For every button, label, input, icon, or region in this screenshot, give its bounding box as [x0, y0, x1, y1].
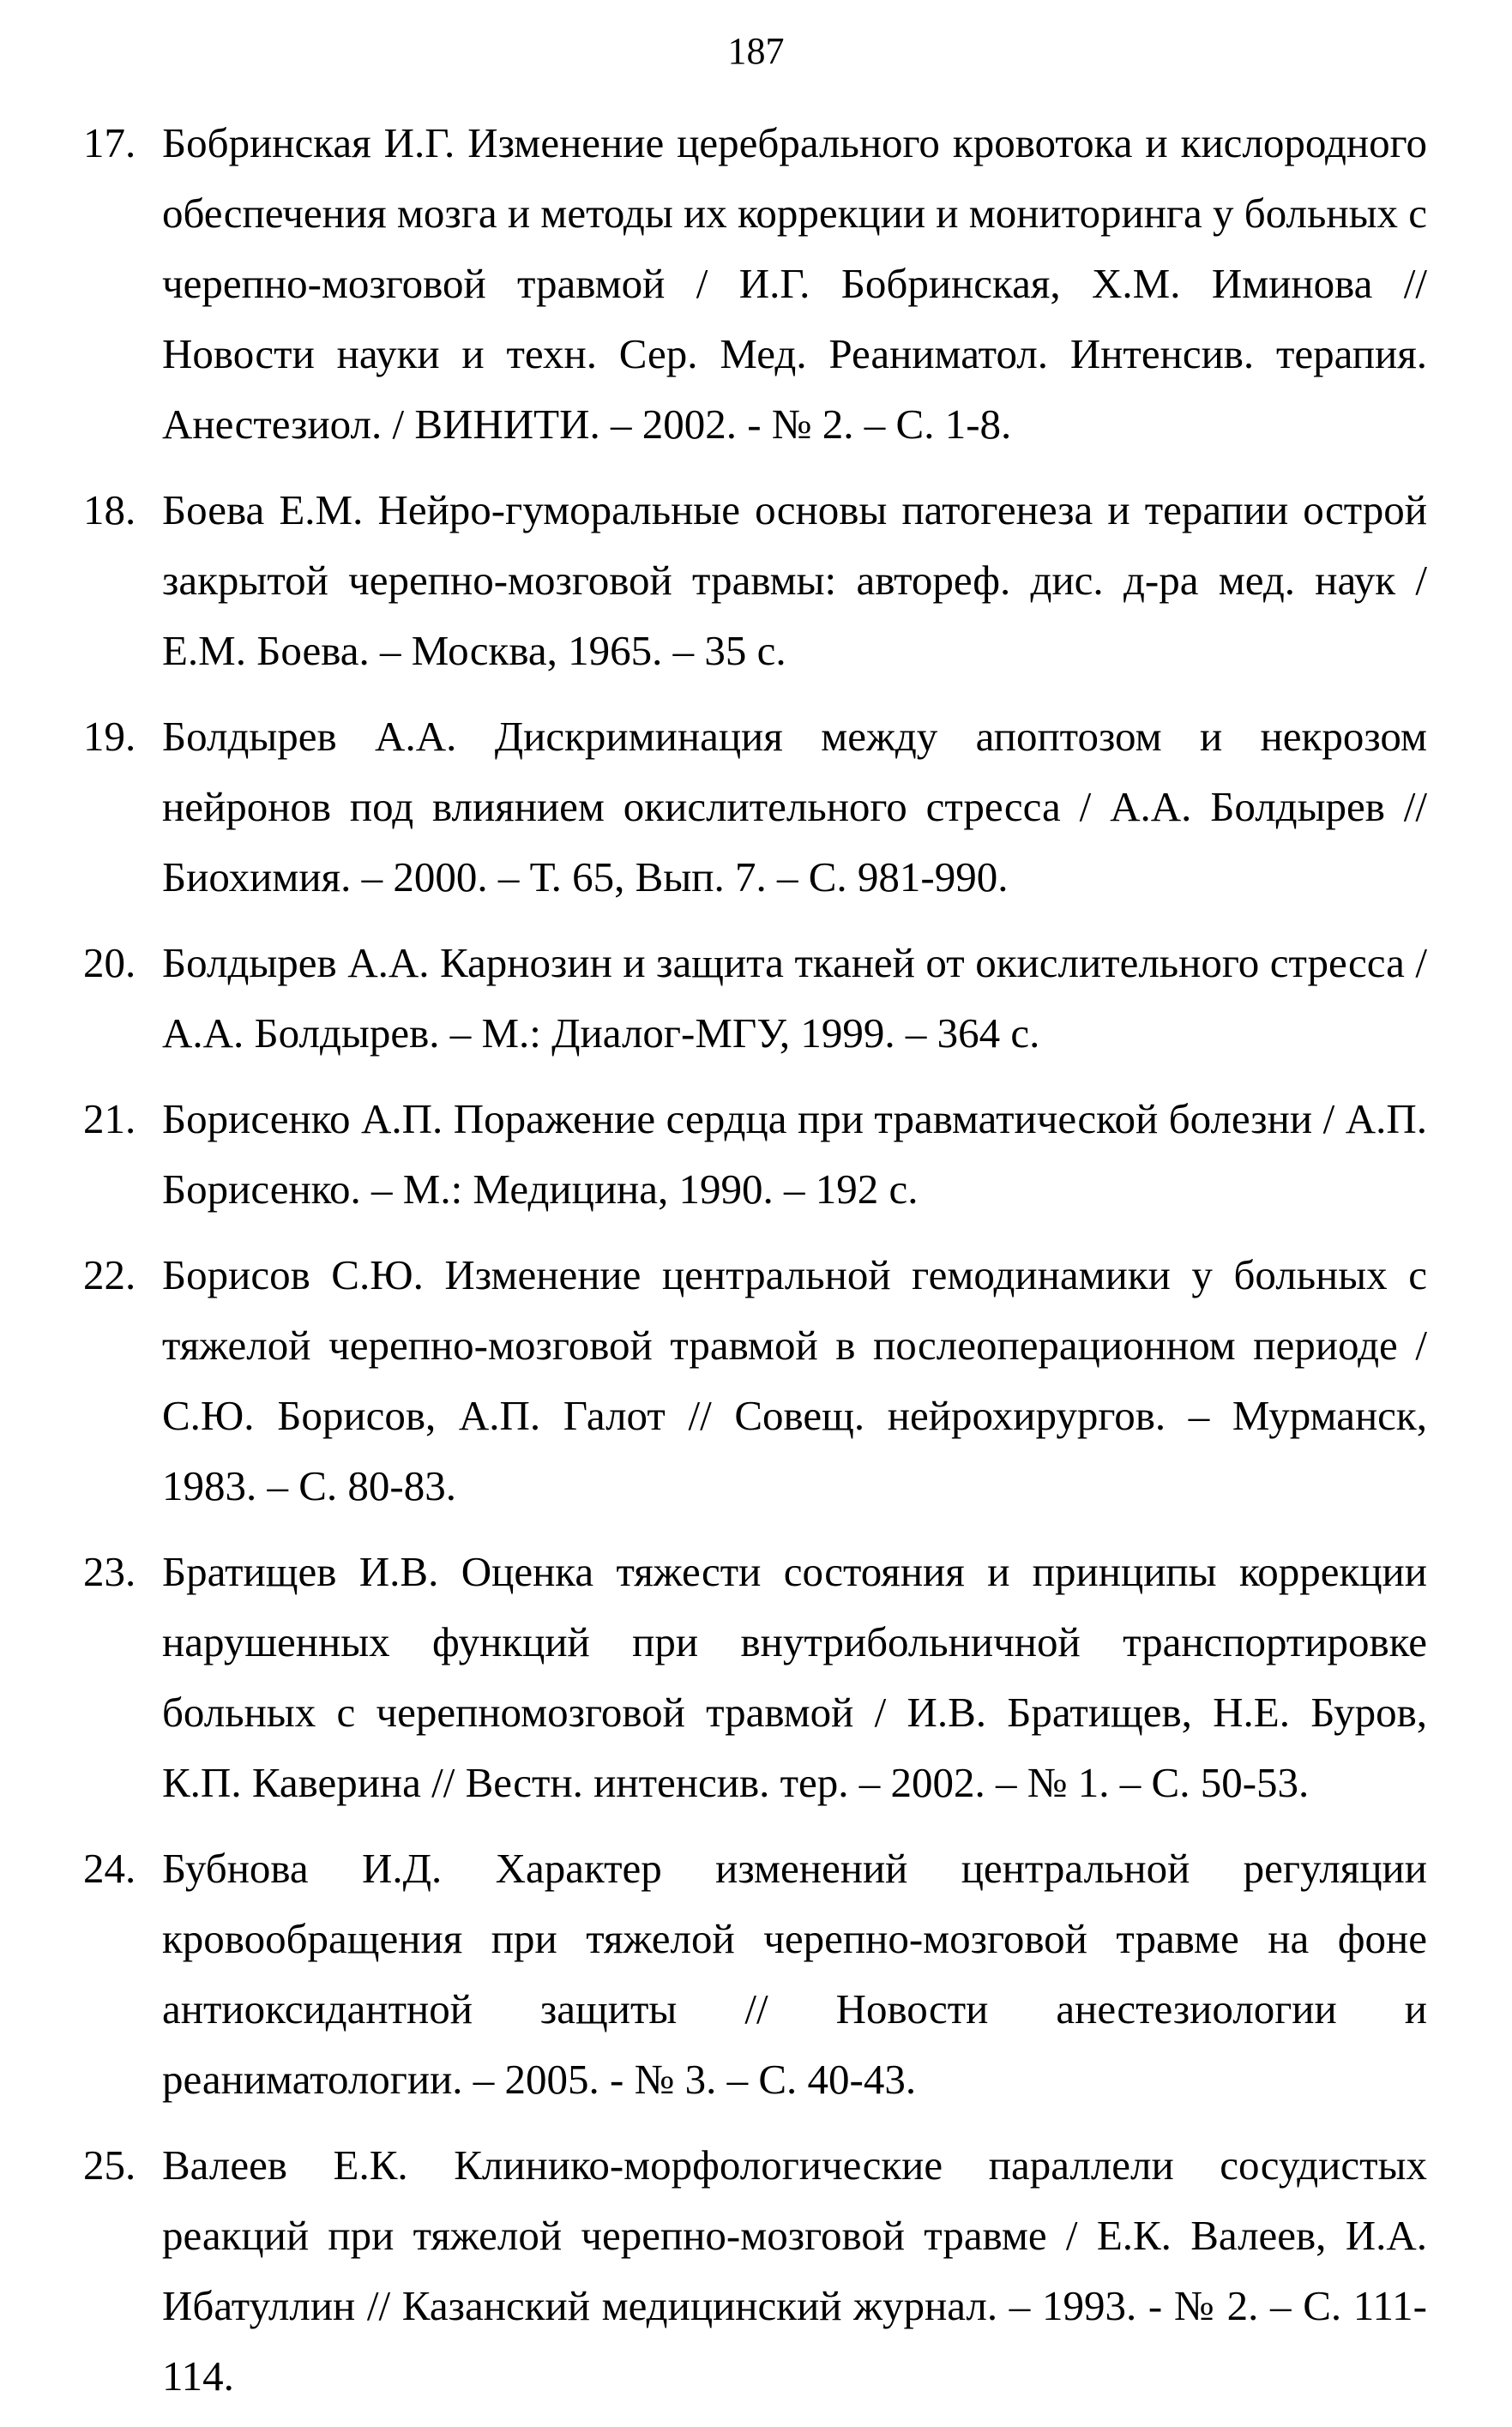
reference-list [0, 108, 1512, 2427]
reference-number: 24. [83, 1845, 136, 1892]
reference-text: Боева Е.М. Нейро-гуморальные основы патогенеза и терапии острой закрытой черепно-мозговой травмы: автореф. дис. д-ра мед. наук / Е.М. Боева. – Москва, 1965. – 35 с. [162, 486, 1427, 674]
reference-number: 21. [83, 1095, 136, 1142]
reference-text: Болдырев А.А. Карнозин и защита тканей от окислительного стресса / А.А. Болдырев. – М.: Диалог-МГУ, 1999. – 364 с. [162, 939, 1427, 1057]
reference-item [0, 1537, 1427, 1818]
reference-text: Братищев И.В. Оценка тяжести состояния и принципы коррекции нарушенных функций при внутрибольничной транспортировке больных с черепномозговой травмой / И.В. Братищев, Н.Е. Буров, К.П. Каверина // Вестн. интенсив. тер. – 2002. – № 1. – С. 50-53. [162, 1548, 1427, 1806]
reference-number: 17. [83, 119, 136, 166]
reference-item [0, 475, 1427, 686]
reference-item [0, 1084, 1427, 1225]
reference-text: Бобринская И.Г. Изменение церебрального кровотока и кислородного обеспечения мозга и методы их коррекции и мониторинга у больных с черепно-мозговой травмой / И.Г. Бобринская, Х.М. Иминова // Новости науки и техн. Сер. Мед. Реаниматол. Интенсив. терапия. Анестезиол. / ВИНИТИ. – 2002. - № 2. – С. 1-8. [162, 119, 1428, 448]
page-number: 187 [727, 30, 785, 72]
reference-number: 23. [83, 1548, 136, 1595]
reference-item [0, 1240, 1427, 1521]
reference-item [0, 928, 1427, 1069]
reference-text: Борисенко А.П. Поражение сердца при травматической болезни / А.П. Борисенко. – М.: Медицина, 1990. – 192 с. [162, 1095, 1427, 1213]
reference-item [0, 2130, 1427, 2412]
reference-number: 25. [83, 2141, 136, 2189]
reference-number: 18. [83, 486, 136, 533]
reference-text: Борисов С.Ю. Изменение центральной гемодинамики у больных с тяжелой черепно-мозговой травмой в послеоперационном периоде / С.Ю. Борисов, А.П. Галот // Совещ. нейрохирургов. – Мурманск, 1983. – С. 80-83. [162, 1251, 1427, 1509]
reference-number: 20. [83, 939, 136, 986]
reference-text: Болдырев А.А. Дискриминация между апоптозом и некрозом нейронов под влиянием окислительного стресса / А.А. Болдырев // Биохимия. – 2000. – Т. 65, Вып. 7. – С. 981-990. [162, 713, 1427, 900]
reference-item [0, 702, 1427, 912]
reference-text: Валеев Е.К. Клинико-морфологические параллели сосудистых реакций при тяжелой черепно-мозговой травме / Е.К. Валеев, И.А. Ибатуллин // Казанский медицинский журнал. – 1993. - № 2. – С. 111-114. [162, 2141, 1427, 2400]
reference-item [0, 108, 1427, 460]
reference-text: Бубнова И.Д. Характер изменений центральной регуляции кровообращения при тяжелой черепно-мозговой травме на фоне антиоксидантной защиты // Новости анестезиологии и реаниматологии. – 2005. - № 3. – С. 40-43. [162, 1845, 1427, 2103]
reference-number: 22. [83, 1251, 136, 1298]
reference-number: 19. [83, 713, 136, 760]
reference-item [0, 1834, 1427, 2115]
